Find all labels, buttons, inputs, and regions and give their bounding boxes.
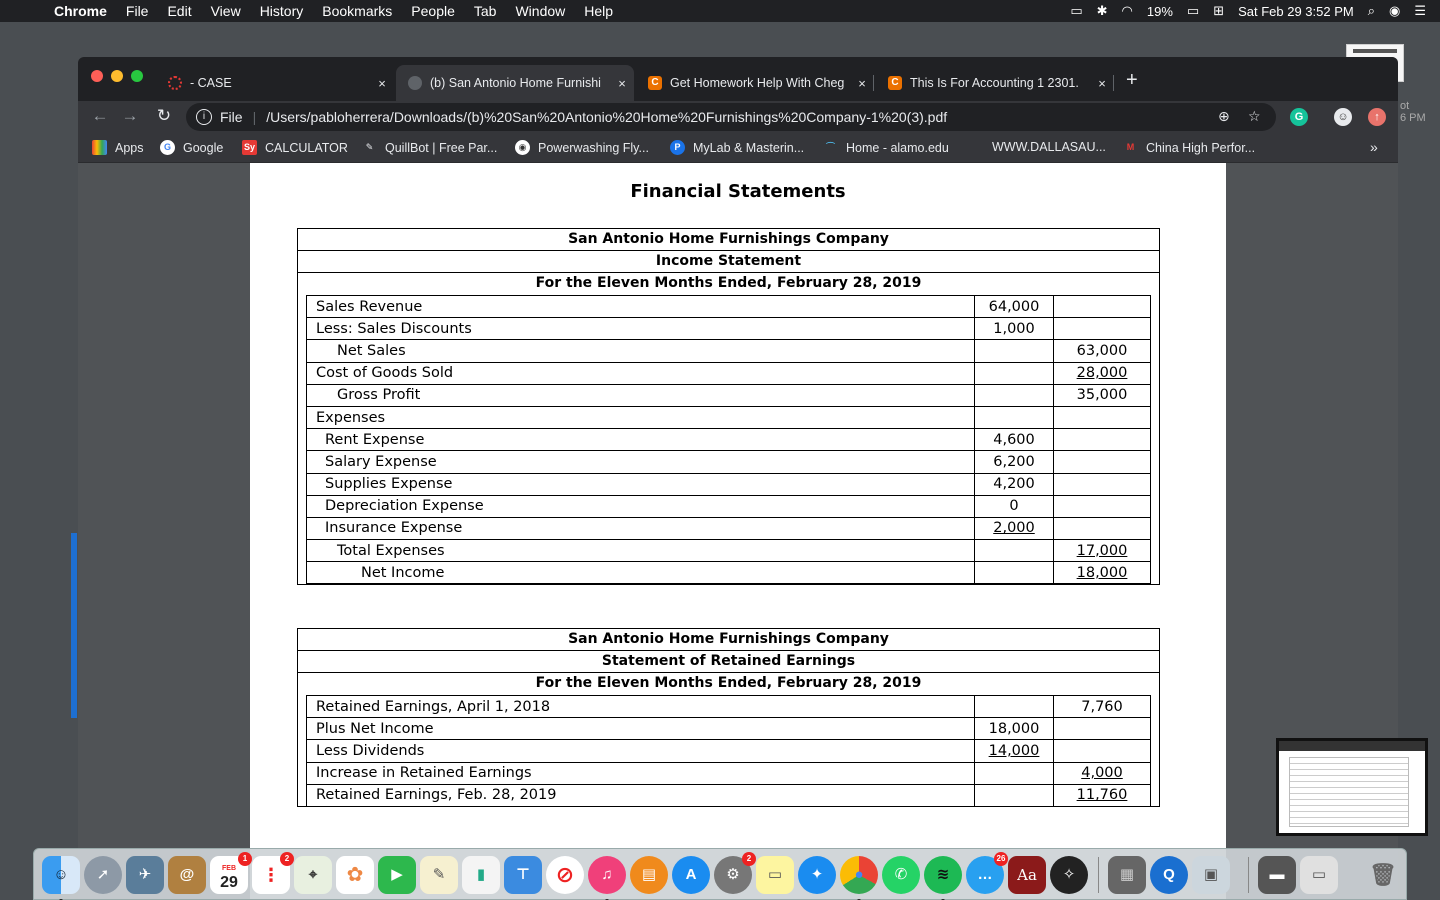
quillbot-icon: ✎	[365, 142, 374, 152]
tab-case[interactable]: - CASE ×	[156, 65, 394, 101]
table-row: Expenses	[307, 406, 1151, 428]
scheme-label: File	[220, 109, 243, 125]
new-tab-button[interactable]: +	[1126, 69, 1138, 91]
bookmark-calculator[interactable]: Sy CALCULATOR	[243, 140, 348, 155]
zoom-window-button[interactable]	[131, 70, 143, 82]
table-row: Retained Earnings, Feb. 28, 2019 11,760	[307, 784, 1151, 806]
launchpad-icon[interactable]: ➚	[84, 856, 122, 894]
bookmark-apps[interactable]: Apps	[92, 140, 144, 155]
battery-icon[interactable]: ▭	[1186, 3, 1200, 18]
notification-center-icon[interactable]: ☰	[1414, 3, 1426, 18]
books-icon[interactable]: ▤	[630, 856, 668, 894]
statement-name: Statement of Retained Earnings	[298, 651, 1159, 673]
safari-icon[interactable]: ✦	[798, 856, 836, 894]
statement-name: Income Statement	[298, 251, 1159, 273]
bookmark-powerwashing[interactable]: ◉ Powerwashing Fly...	[515, 140, 649, 155]
dictionary-icon[interactable]: Aa	[1008, 856, 1046, 894]
chrome-window	[78, 57, 1398, 900]
bookmark-dallas[interactable]: WWW.DALLASAU...	[992, 140, 1106, 154]
table-row: Cost of Goods Sold 28,000	[307, 362, 1151, 384]
app-store-icon[interactable]: A	[672, 856, 710, 894]
table-row: Increase in Retained Earnings 4,000	[307, 762, 1151, 784]
menubar-clock[interactable]: Sat Feb 29 3:52 PM	[1238, 3, 1354, 19]
google-icon: G	[160, 140, 175, 155]
menubar-status-area	[1070, 0, 1440, 22]
bluetooth-icon[interactable]: ✱	[1096, 3, 1108, 18]
pdf-page	[250, 163, 1226, 900]
close-tab-icon[interactable]: ×	[1098, 75, 1106, 91]
close-window-button[interactable]	[91, 70, 103, 82]
statement-period: For the Eleven Months Ended, February 28, 2019	[535, 675, 922, 691]
photos-icon[interactable]: ✿	[336, 856, 374, 894]
table-row: Insurance Expense 2,000	[307, 517, 1151, 539]
grammarly-extension-icon[interactable]: G	[1290, 108, 1308, 126]
messages-icon[interactable]: … 26	[966, 856, 1004, 894]
menu-view[interactable]: View	[210, 3, 241, 19]
news-icon[interactable]: ⊘	[546, 856, 584, 894]
globe-icon	[408, 76, 422, 90]
desktop-background-text: ot 6 PM	[1400, 100, 1426, 124]
reminders-icon[interactable]: ⋮ 2	[252, 856, 290, 894]
dock	[33, 848, 1407, 900]
menu-history[interactable]: History	[259, 3, 304, 19]
update-icon[interactable]: ↑	[1368, 108, 1386, 126]
bookmarks-overflow-chevron-icon[interactable]: »	[1370, 139, 1378, 155]
globe-icon: ◉	[515, 140, 530, 155]
info-icon[interactable]: i	[196, 109, 212, 125]
wifi-icon[interactable]: ◠	[1121, 3, 1133, 18]
spotify-icon[interactable]: ≋	[924, 856, 962, 894]
back-arrow-icon[interactable]: ←	[91, 106, 109, 125]
table-row: Total Expenses 17,000	[307, 540, 1151, 562]
finder-icon[interactable]: ☺	[42, 856, 80, 894]
bookmark-star-icon[interactable]: ☆	[1248, 108, 1261, 124]
table-row: Less Dividends 14,000	[307, 740, 1151, 762]
table-row: Sales Revenue 64,000	[307, 296, 1151, 318]
menu-people[interactable]: People	[411, 3, 455, 19]
menu-edit[interactable]: Edit	[167, 3, 192, 19]
bookmark-google[interactable]: G Google	[160, 140, 223, 155]
table-row: Depreciation Expense 0	[307, 495, 1151, 517]
reload-icon[interactable]: ↻	[156, 106, 172, 125]
china-high-icon: M	[1126, 142, 1135, 152]
maps-icon[interactable]: ⌖	[294, 856, 332, 894]
url-text[interactable]: /Users/pabloherrera/Downloads/(b)%20San%20Antonio%20Home%20Furnishings%20Company-1%20(3).pdf	[266, 109, 948, 125]
table-row: Plus Net Income 18,000	[307, 718, 1151, 740]
keynote-icon[interactable]: ⊤	[504, 856, 542, 894]
menu-app-chrome[interactable]: Chrome	[54, 3, 107, 19]
alamo-icon: ⌒	[825, 142, 835, 152]
whatsapp-icon[interactable]: ✆	[882, 856, 920, 894]
facetime-icon[interactable]: ▶	[378, 856, 416, 894]
profile-avatar-icon[interactable]: ☺	[1334, 108, 1352, 126]
forward-arrow-icon[interactable]: →	[121, 106, 139, 125]
image-capture-icon[interactable]: ▣	[1192, 856, 1230, 894]
close-tab-icon[interactable]: ×	[618, 75, 626, 91]
tab-chegg-accounting[interactable]: C This Is For Accounting 1 2301. ×	[876, 65, 1114, 101]
music-icon[interactable]: ♫	[588, 856, 626, 894]
menu-window[interactable]: Window	[515, 3, 566, 19]
retained-earnings-statement	[297, 628, 1160, 807]
company-name: San Antonio Home Furnishings Company	[298, 629, 1159, 651]
macos-menubar	[0, 0, 1440, 22]
quicktime-icon[interactable]: Q	[1150, 856, 1188, 894]
apps-grid-icon	[92, 140, 107, 155]
company-name: San Antonio Home Furnishings Company	[298, 229, 1159, 251]
calendar-icon[interactable]: FEB 29 1	[210, 856, 248, 894]
menu-file[interactable]: File	[125, 3, 149, 19]
table-row: Less: Sales Discounts 1,000	[307, 318, 1151, 340]
table-row: Gross Profit 35,000	[307, 384, 1151, 406]
user-avatar-icon[interactable]: ◉	[1389, 3, 1401, 18]
system-preferences-icon[interactable]: ⚙ 2	[714, 856, 752, 894]
tab-chegg-homework[interactable]: C Get Homework Help With Cheg ×	[636, 65, 874, 101]
bookmark-mylab[interactable]: P MyLab & Masterin...	[670, 140, 804, 155]
chegg-icon: C	[888, 76, 902, 90]
chrome-icon[interactable]: ●	[840, 856, 878, 894]
table-row: Net Income 18,000	[307, 562, 1151, 584]
battery-percent[interactable]: 19%	[1146, 3, 1173, 19]
menu-help[interactable]: Help	[584, 3, 614, 19]
downloads-stack-icon[interactable]: ▬	[1258, 856, 1296, 894]
table-row: Supplies Expense 4,200	[307, 473, 1151, 495]
statement-period: For the Eleven Months Ended, February 28, 2019	[535, 275, 922, 291]
airplay-icon[interactable]: ▭	[1070, 3, 1083, 18]
pearson-icon: P	[670, 140, 685, 155]
tab-strip	[78, 57, 1398, 101]
close-tab-icon[interactable]: ×	[378, 75, 386, 91]
contacts-icon[interactable]: @	[168, 856, 206, 894]
bookmark-china-high[interactable]: M China High Perfor...	[1123, 140, 1255, 155]
trash-icon[interactable]: 🗑	[1369, 862, 1397, 887]
income-statement-table	[306, 295, 1151, 584]
menu-tab[interactable]: Tab	[473, 3, 497, 19]
retained-earnings-table	[306, 695, 1151, 807]
preview-icon[interactable]: ✈	[126, 856, 164, 894]
calculator-icon[interactable]: ▦	[1108, 856, 1146, 894]
browser-toolbar	[78, 101, 1398, 133]
textedit-icon[interactable]: ✎	[420, 856, 458, 894]
table-row: Rent Expense 4,600	[307, 429, 1151, 451]
bookmark-quillbot[interactable]: ✎ QuillBot | Free Par...	[362, 140, 497, 155]
close-tab-icon[interactable]: ×	[858, 75, 866, 91]
window-controls	[91, 70, 151, 82]
notes-icon[interactable]: ▭	[756, 856, 794, 894]
income-statement	[297, 228, 1160, 585]
input-source-icon[interactable]: ⊞	[1213, 3, 1225, 18]
tab-pdf-active[interactable]: (b) San Antonio Home Furnishi ×	[396, 65, 634, 101]
table-row: Salary Expense 6,200	[307, 451, 1151, 473]
bookmarks-bar	[78, 133, 1398, 163]
table-row: Net Sales 63,000	[307, 340, 1151, 362]
numbers-icon[interactable]: ▮	[462, 856, 500, 894]
chegg-icon: C	[648, 76, 662, 90]
minimize-window-button[interactable]	[111, 70, 123, 82]
screenshot-thumbnail[interactable]	[1276, 738, 1428, 836]
document-title: Financial Statements	[630, 181, 846, 202]
zoom-icon[interactable]: ⊕	[1218, 108, 1230, 124]
address-bar[interactable]: i File | /Users/pabloherrera/Downloads/(b)%20San%20Antonio%20Home%20Furnishings%20Company-1%20(3).pdf ⊕ ☆	[186, 103, 1276, 131]
bookmark-alamo[interactable]: ⌒ Home - alamo.edu	[823, 140, 949, 155]
loading-icon	[168, 76, 182, 90]
desktop-background-edge	[71, 533, 77, 718]
spotlight-search-icon[interactable]: ⌕	[1367, 3, 1375, 18]
symbolab-icon: Sy	[242, 140, 257, 155]
documents-stack-icon[interactable]: ▭	[1300, 856, 1338, 894]
siri-icon[interactable]: ✧	[1050, 856, 1088, 894]
menu-bookmarks[interactable]: Bookmarks	[322, 3, 393, 19]
table-row: Retained Earnings, April 1, 2018 7,760	[307, 696, 1151, 718]
